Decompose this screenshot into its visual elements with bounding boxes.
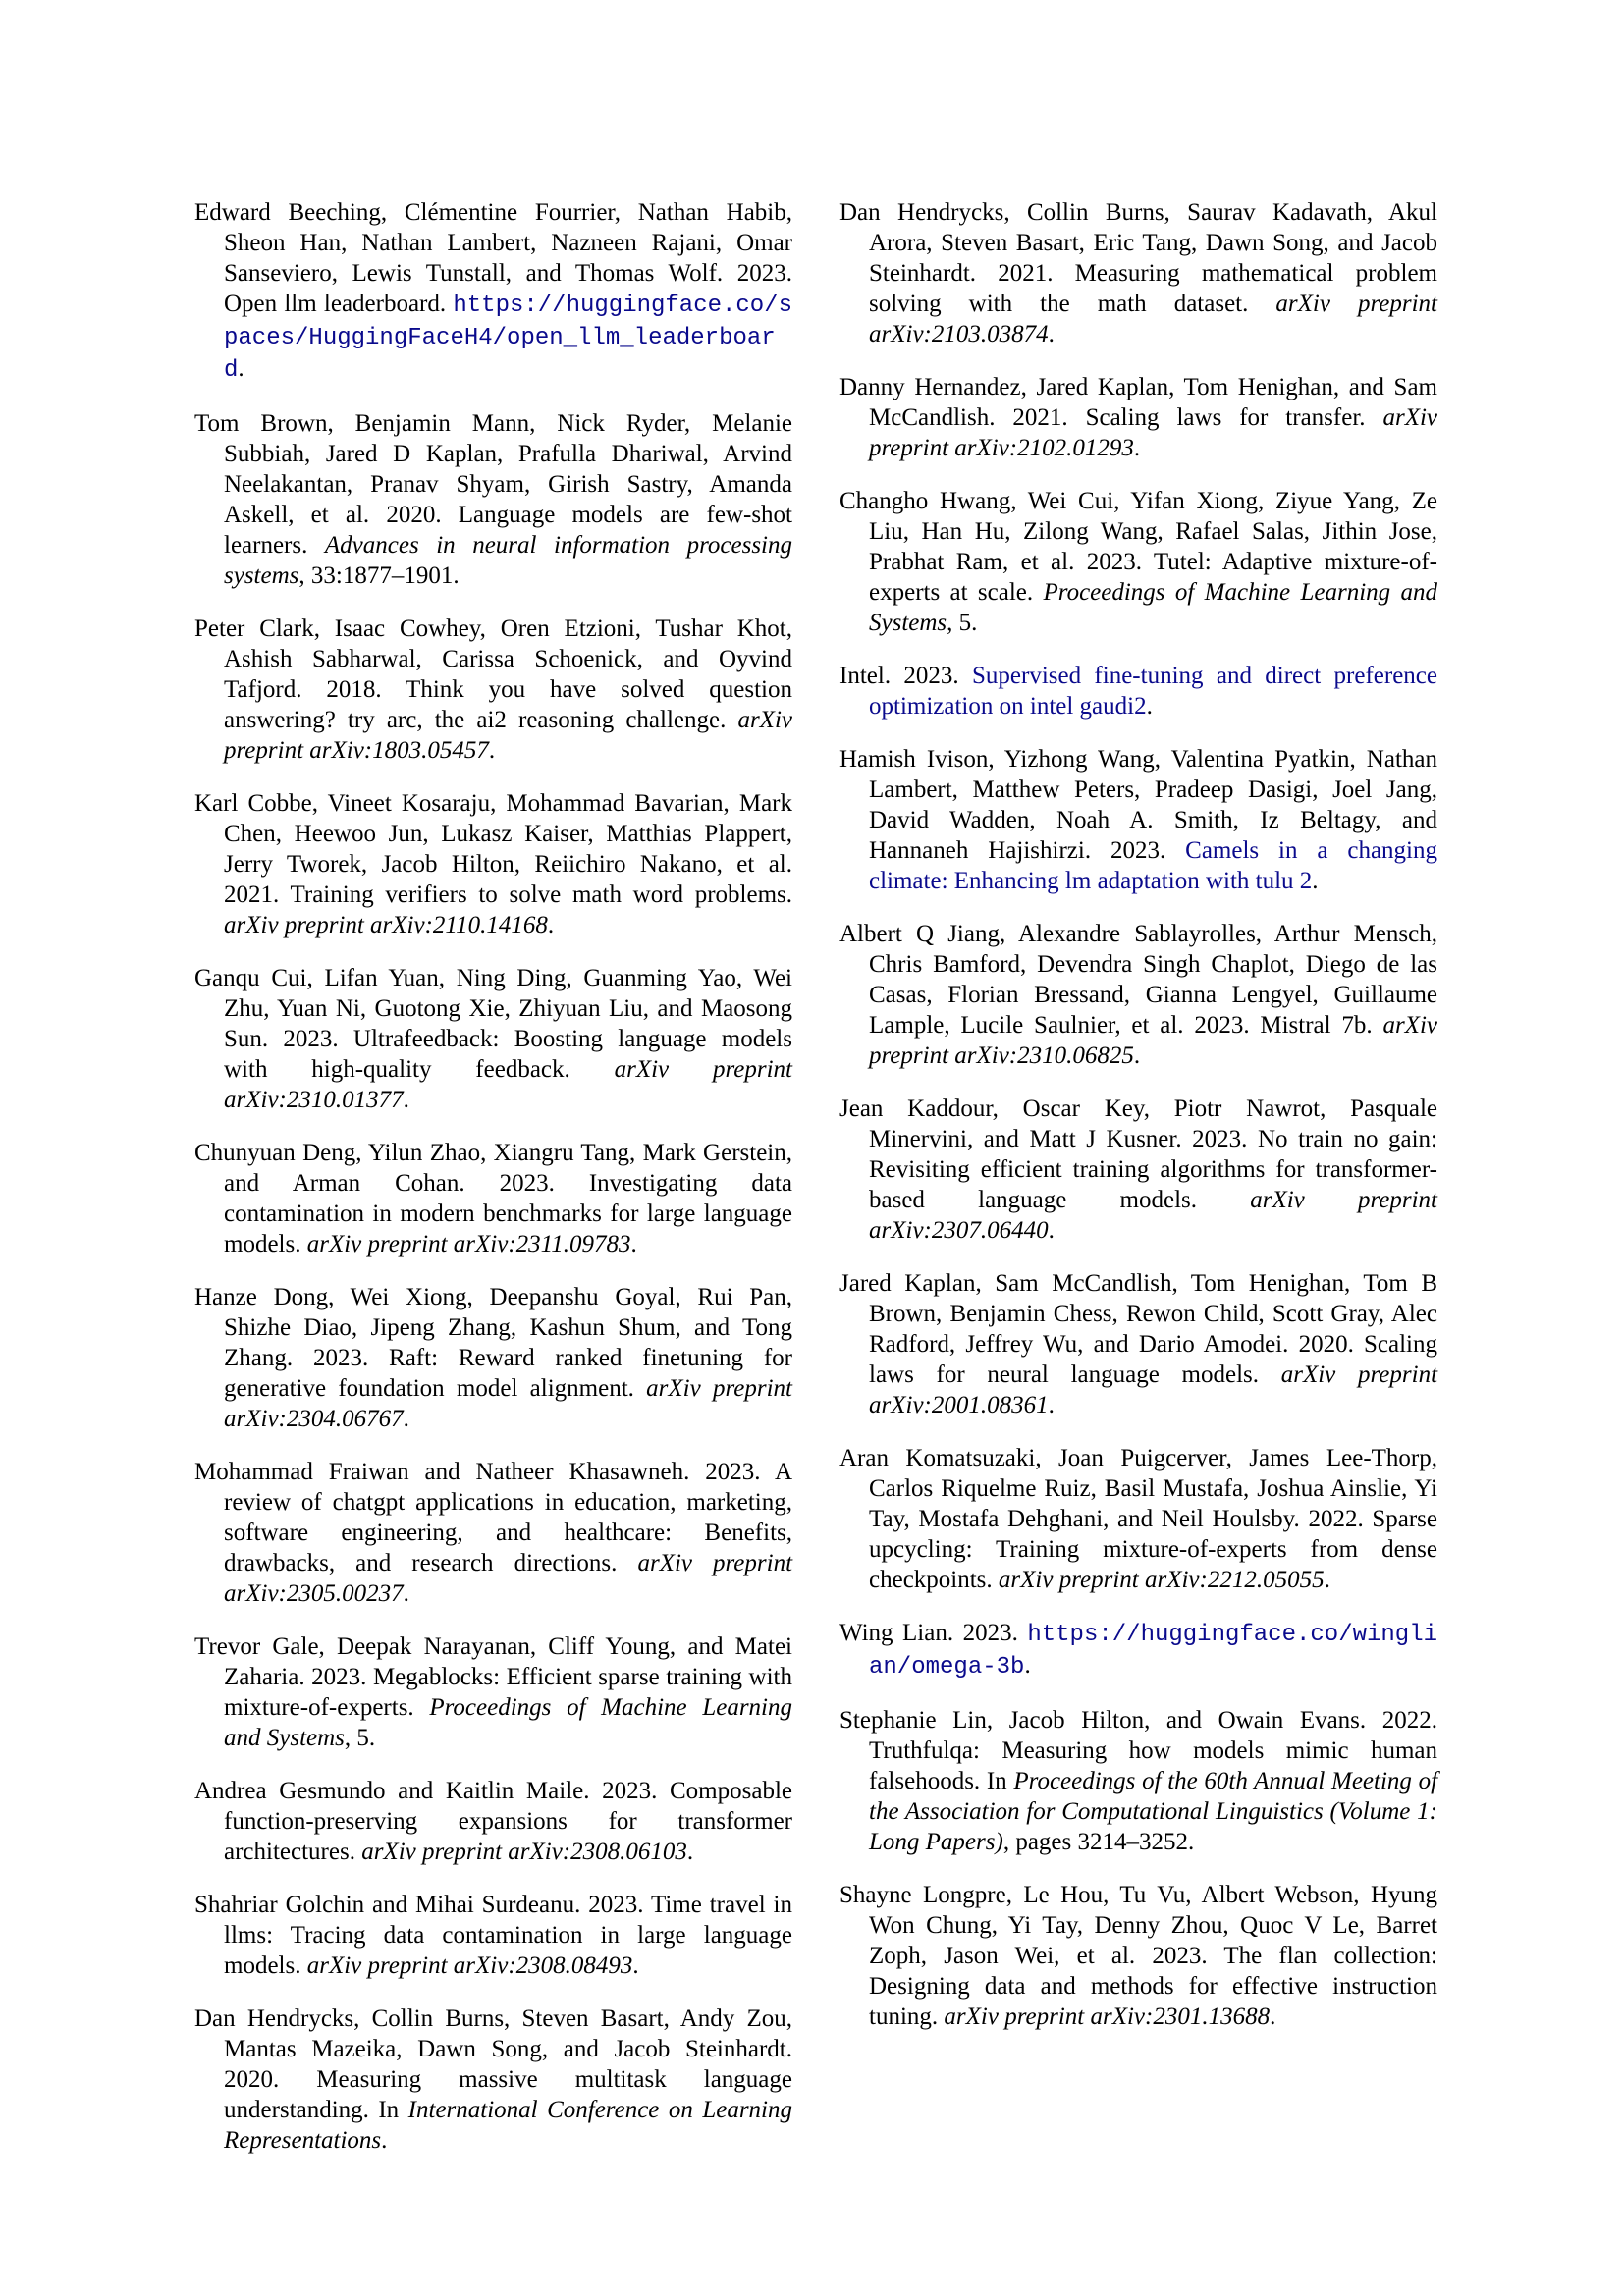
reference-ending: . bbox=[1270, 2003, 1276, 2030]
reference-venue: Proceedings of the 60th Annual Meeting of the Association for Computational Linguistics (Volume 1: Long Papers) bbox=[869, 1768, 1438, 1855]
reference-text: Shahriar Golchin and Mihai Surdeanu. 2023. Time travel in llms: Tracing data contamination in large language models. bbox=[194, 1892, 792, 1979]
reference-text: Trevor Gale, Deepak Narayanan, Cliff Young, and Matei Zaharia. 2023. Megablocks: Efficient sparse training with mixture-of-experts. bbox=[194, 1633, 792, 1721]
reference-entry bbox=[194, 2003, 792, 2156]
reference-text: Jared Kaplan, Sam McCandlish, Tom Henighan, Tom B Brown, Benjamin Chess, Rewon Child, Scott Gray, Alec Radford, Jeffrey Wu, and Dario Amodei. 2020. Scaling laws for neural language models. bbox=[839, 1270, 1437, 1388]
reference-ending: . bbox=[238, 355, 244, 382]
reference-text: Peter Clark, Isaac Cowhey, Oren Etzioni, Tushar Khot, Ashish Sabharwal, Carissa Schoenick, and Oyvind Tafjord. 2018. Think you have solved question answering? try arc, the ai2 reasoning challenge. bbox=[194, 615, 792, 733]
reference-ending: . bbox=[1133, 435, 1141, 461]
reference-entry bbox=[194, 1138, 792, 1259]
reference-venue: arXiv preprint arXiv:2308.08493 bbox=[306, 1952, 633, 1979]
reference-venue: arXiv preprint arXiv:2304.06767 bbox=[224, 1375, 792, 1432]
reference-text: Intel. 2023. bbox=[839, 663, 959, 689]
reference-venue: Advances in neural information processing systems bbox=[224, 532, 792, 589]
reference-text: Dan Hendrycks, Collin Burns, Saurav Kadavath, Akul Arora, Steven Basart, Eric Tang, Dawn Song, and Jacob Steinhardt. 2021. Measuring mathematical problem solving with the math dataset. bbox=[839, 199, 1437, 317]
reference-entry bbox=[194, 788, 792, 940]
reference-ending: . bbox=[1133, 1042, 1141, 1069]
reference-text: Aran Komatsuzaki, Joan Puigcerver, James Lee-Thorp, Carlos Riquelme Ruiz, Basil Mustafa, Joshua Ainslie, Yi Tay, Mostafa Dehghani, and Neil Houlsby. 2022. Sparse upcycling: Training mixture-of-experts from dense checkpoints. bbox=[839, 1445, 1437, 1593]
reference-entry bbox=[839, 372, 1437, 463]
reference-venue: Proceedings of Machine Learning and Systems bbox=[224, 1694, 792, 1751]
reference-venue: arXiv preprint arXiv:2307.06440 bbox=[869, 1187, 1437, 1244]
reference-text: Stephanie Lin, Jacob Hilton, and Owain Evans. 2022. Truthfulqa: Measuring how models mimic human falsehoods. In bbox=[839, 1707, 1437, 1794]
reference-entry bbox=[839, 1618, 1437, 1682]
reference-entry bbox=[839, 486, 1437, 638]
reference-ending: , pages 3214–3252. bbox=[1002, 1829, 1195, 1855]
reference-venue: arXiv preprint arXiv:1803.05457 bbox=[224, 707, 792, 764]
reference-ending: . bbox=[1048, 1392, 1055, 1418]
reference-entry bbox=[839, 919, 1437, 1071]
reference-venue: arXiv preprint arXiv:2311.09783 bbox=[306, 1231, 631, 1257]
reference-venue: arXiv preprint arXiv:2308.06103 bbox=[361, 1839, 687, 1865]
reference-ending: . bbox=[381, 2127, 388, 2154]
reference-text: Jean Kaddour, Oscar Key, Piotr Nawrot, Pasquale Minervini, and Matt J Kusner. 2023. No train no gain: Revisiting efficient training algorithms for transformer-based language models. bbox=[839, 1095, 1437, 1213]
reference-ending: , 5. bbox=[947, 610, 978, 636]
right-column bbox=[839, 197, 1437, 2032]
reference-venue: arXiv preprint arXiv:2310.01377 bbox=[224, 1056, 792, 1113]
left-column bbox=[194, 197, 792, 2156]
reference-ending: . bbox=[403, 1580, 409, 1607]
reference-entry bbox=[194, 1890, 792, 1981]
reference-venue: arXiv preprint arXiv:2310.06825 bbox=[869, 1012, 1437, 1069]
reference-entry bbox=[839, 1880, 1437, 2032]
reference-text: Shayne Longpre, Le Hou, Tu Vu, Albert Webson, Hyung Won Chung, Yi Tay, Denny Zhou, Quoc V Le, Barret Zoph, Jason Wei, et al. 2023. The flan collection: Designing data and methods for effective instruction tuning. bbox=[839, 1882, 1437, 2030]
reference-entry bbox=[839, 661, 1437, 721]
reference-text: Mohammad Fraiwan and Natheer Khasawneh. 2023. A review of chatgpt applications in education, marketing, software engineering, and healthcare: Benefits, drawbacks, and research directions. bbox=[194, 1459, 792, 1576]
reference-venue: arXiv preprint arXiv:2001.08361 bbox=[869, 1362, 1438, 1418]
reference-ending: . bbox=[1324, 1567, 1330, 1593]
reference-link[interactable]: Camels in a changing climate: Enhancing lm adaptation with tulu 2 bbox=[869, 837, 1438, 894]
reference-ending: . bbox=[547, 912, 555, 938]
reference-text: Ganqu Cui, Lifan Yuan, Ning Ding, Guanming Yao, Wei Zhu, Yuan Ni, Guotong Xie, Zhiyuan Liu, and Maosong Sun. 2023. Ultrafeedback: Boosting language models with high-quality feedback. bbox=[194, 965, 792, 1083]
reference-entry bbox=[194, 408, 792, 591]
reference-entry bbox=[194, 1631, 792, 1753]
reference-ending: . bbox=[1146, 693, 1153, 720]
reference-text: Danny Hernandez, Jared Kaplan, Tom Henighan, and Sam McCandlish. 2021. Scaling laws for transfer. bbox=[839, 374, 1437, 431]
reference-text: Edward Beeching, Clémentine Fourrier, Nathan Habib, Sheon Han, Nathan Lambert, Nazneen Rajani, Omar Sanseviero, Lewis Tunstall, and Thomas Wolf. 2023. Open llm leaderboard. bbox=[194, 199, 792, 317]
reference-entry bbox=[194, 197, 792, 386]
reference-entry bbox=[194, 1282, 792, 1434]
reference-text: Hamish Ivison, Yizhong Wang, Valentina Pyatkin, Nathan Lambert, Matthew Peters, Pradeep Dasigi, Joel Jang, David Wadden, Noah A. Smith, Iz Beltagy, and Hannaneh Hajishirzi. 2023. bbox=[839, 746, 1437, 864]
reference-ending: , 33:1877–1901. bbox=[298, 562, 460, 589]
reference-entry bbox=[839, 1094, 1437, 1246]
reference-text: Karl Cobbe, Vineet Kosaraju, Mohammad Bavarian, Mark Chen, Heewoo Jun, Lukasz Kaiser, Matthias Plappert, Jerry Tworek, Jacob Hilton, Reiichiro Nakano, et al. 2021. Training verifiers to solve math word problems. bbox=[194, 790, 792, 908]
reference-venue: arXiv preprint arXiv:2102.01293 bbox=[869, 404, 1438, 461]
reference-venue: arXiv preprint arXiv:2103.03874 bbox=[869, 291, 1437, 347]
reference-entry bbox=[839, 1268, 1437, 1420]
reference-entry bbox=[194, 1457, 792, 1609]
reference-venue: arXiv preprint arXiv:2301.13688 bbox=[944, 2003, 1271, 2030]
reference-text: Changho Hwang, Wei Cui, Yifan Xiong, Ziyue Yang, Ze Liu, Han Hu, Zilong Wang, Rafael Salas, Jithin Jose, Prabhat Ram, et al. 2023. Tutel: Adaptive mixture-of-experts at scale. bbox=[839, 488, 1437, 606]
reference-text: Chunyuan Deng, Yilun Zhao, Xiangru Tang, Mark Gerstein, and Arman Cohan. 2023. Investigating data contamination in modern benchmarks for large language models. bbox=[194, 1140, 792, 1257]
reference-venue: arXiv preprint arXiv:2305.00237 bbox=[224, 1550, 793, 1607]
reference-ending: . bbox=[1312, 868, 1319, 894]
reference-venue: International Conference on Learning Representations bbox=[224, 2097, 793, 2154]
reference-ending: . bbox=[1048, 1217, 1055, 1244]
reference-entry bbox=[839, 1443, 1437, 1595]
reference-url-link[interactable]: https://huggingface.co/winglian/omega-3b bbox=[869, 1622, 1438, 1681]
reference-text: Andrea Gesmundo and Kaitlin Maile. 2023. Composable function-preserving expansions for transformer architectures. bbox=[194, 1778, 792, 1865]
reference-venue: arXiv preprint arXiv:2110.14168 bbox=[224, 912, 548, 938]
reference-text: Albert Q Jiang, Alexandre Sablayrolles, Arthur Mensch, Chris Bamford, Devendra Singh Chaplot, Diego de las Casas, Florian Bressand, Gianna Lengyel, Guillaume Lample, Lucile Saulnier, et al. 2023. Mistral 7b. bbox=[839, 921, 1437, 1039]
reference-ending: . bbox=[488, 737, 496, 764]
reference-link[interactable]: Supervised fine-tuning and direct preference optimization on intel gaudi2 bbox=[869, 663, 1437, 720]
reference-url-link[interactable]: https://huggingface.co/spaces/HuggingFaceH4/open_llm_leaderboard bbox=[224, 293, 793, 384]
reference-text: Tom Brown, Benjamin Mann, Nick Ryder, Melanie Subbiah, Jared D Kaplan, Prafulla Dhariwal, Arvind Neelakantan, Pranav Shyam, Girish Sastry, Amanda Askell, et al. 2020. Language models are few-shot learners. bbox=[194, 410, 792, 559]
reference-entry bbox=[839, 744, 1437, 896]
reference-ending: , 5. bbox=[344, 1725, 376, 1751]
reference-ending: . bbox=[632, 1952, 639, 1979]
reference-ending: . bbox=[1048, 321, 1055, 347]
reference-entry bbox=[194, 614, 792, 766]
reference-ending: . bbox=[686, 1839, 694, 1865]
reference-ending: . bbox=[403, 1406, 409, 1432]
reference-ending: . bbox=[403, 1087, 409, 1113]
reference-venue: arXiv preprint arXiv:2212.05055 bbox=[998, 1567, 1325, 1593]
reference-entry bbox=[839, 1705, 1437, 1857]
reference-text: Hanze Dong, Wei Xiong, Deepanshu Goyal, Rui Pan, Shizhe Diao, Jipeng Zhang, Kashun Shum, and Tong Zhang. 2023. Raft: Reward ranked finetuning for generative foundation model alignment. bbox=[194, 1284, 792, 1402]
reference-entry bbox=[194, 963, 792, 1115]
reference-ending: . bbox=[630, 1231, 637, 1257]
reference-text: Wing Lian. 2023. bbox=[839, 1620, 1018, 1646]
reference-entry bbox=[839, 197, 1437, 349]
reference-text: Dan Hendrycks, Collin Burns, Steven Basart, Andy Zou, Mantas Mazeika, Dawn Song, and Jacob Steinhardt. 2020. Measuring massive multitask language understanding. In bbox=[194, 2005, 792, 2123]
reference-entry bbox=[194, 1776, 792, 1867]
reference-ending: . bbox=[1024, 1652, 1031, 1679]
reference-venue: Proceedings of Machine Learning and Systems bbox=[869, 579, 1438, 636]
